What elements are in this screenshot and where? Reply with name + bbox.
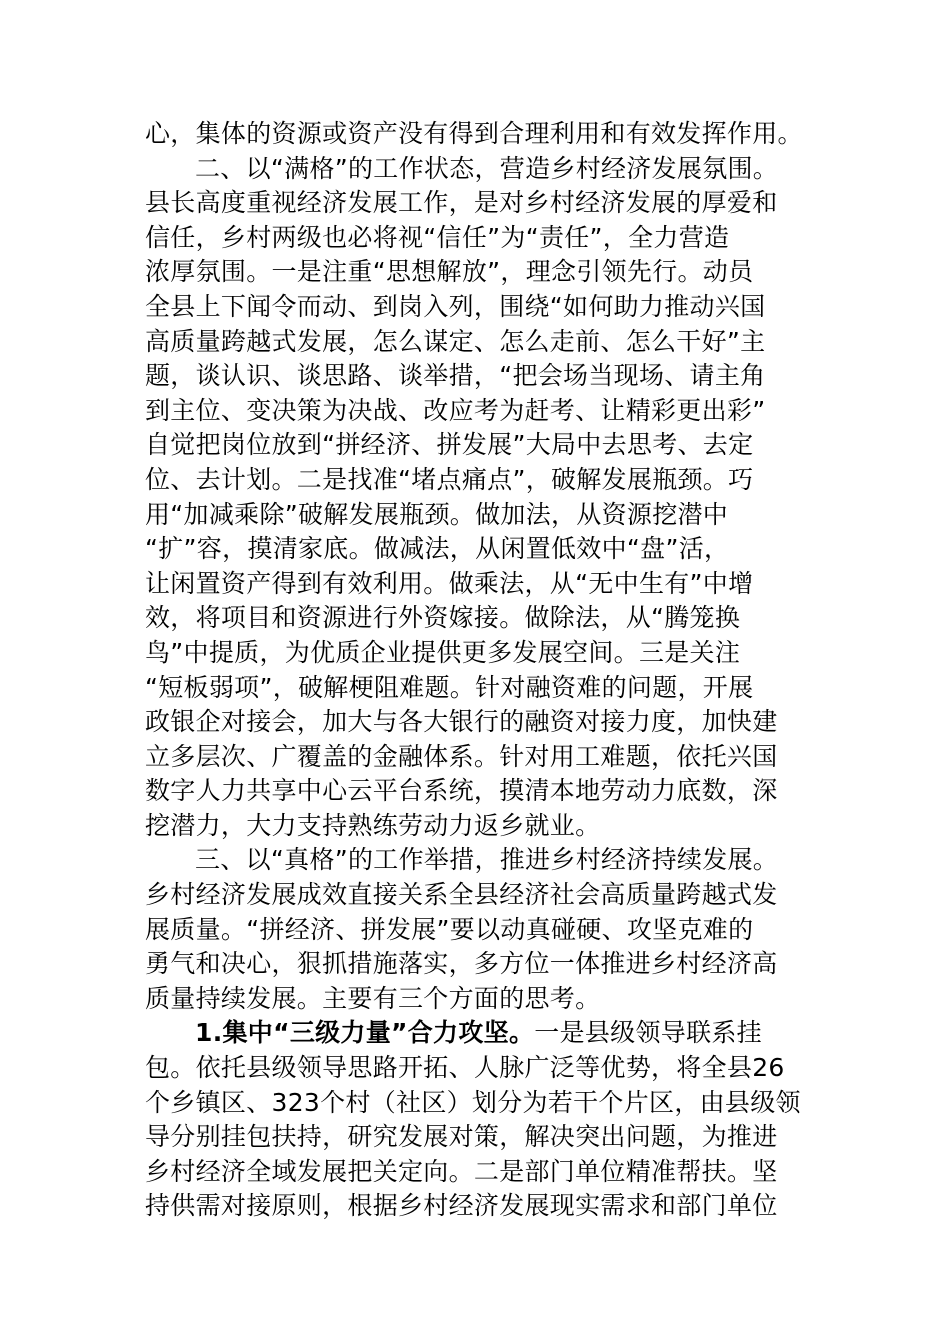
text-line: 县长高度重视经济发展工作，是对乡村经济发展的厚爱和 [145,188,778,218]
text-line: 题，谈认识、谈思路、谈举措，“把会场当现场、请主角 [145,361,766,391]
text-line: 个乡镇区、323个村（社区）划分为若干个片区，由县级领 [145,1087,801,1117]
text-line: 勇气和决心，狠抓措施落实，多方位一体推进乡村经济高 [145,949,778,979]
text-line: 鸟”中提质，为优质企业提供更多发展空间。三是关注 [145,637,741,667]
text-line: 心，集体的资源或资产没有得到合理利用和有效发挥作用。 [145,119,803,148]
point-1-text: 一是县级领导联系挂 [534,1018,762,1048]
text-line: 到主位、变决策为决战、改应考为赶考、让精彩更出彩” [145,395,766,425]
text-line: 立多层次、广覆盖的金融体系。针对用工难题，依托兴国 [145,741,778,771]
document-page [145,117,805,1224]
text-line: 乡村经济全域发展把关定向。二是部门单位精准帮扶。坚 [145,1156,778,1186]
text-line: 用“加减乘除”破解发展瓶颈。做加法，从资源挖潜中 [145,499,729,529]
text-line: 导分别挂包扶持，研究发展对策，解决突出问题，为推进 [145,1122,778,1152]
text-line: 质量持续发展。主要有三个方面的思考。 [145,983,601,1013]
text-line: 效，将项目和资源进行外资嫁接。做除法，从“腾笼换 [145,603,741,633]
point-1-line [145,1016,805,1051]
text-line: 三、以“真格”的工作举措，推进乡村经济持续发展。 [195,845,779,875]
text-line: 自觉把岗位放到“拼经济、拼发展”大局中去思考、去定 [145,430,754,460]
text-line: 政银企对接会，加大与各大银行的融资对接力度，加快建 [145,707,778,737]
body-text [145,117,805,1016]
text-line: 位、去计划。二是找准“堵点痛点”，破解发展瓶颈。巧 [145,464,754,494]
text-line: 挖潜力，大力支持熟练劳动力返乡就业。 [145,810,601,840]
text-line: 全县上下闻令而动、到岗入列，围绕“如何助力推动兴国 [145,291,766,321]
body-text-continued [145,1051,805,1224]
point-1-heading: 1.集中“三级力量”合力攻坚。 [195,1018,535,1048]
text-line: 高质量跨越式发展，怎么谋定、怎么走前、怎么干好”主 [145,326,766,356]
text-line: 让闲置资产得到有效利用。做乘法，从“无中生有”中增 [145,568,754,598]
text-line: 浓厚氛围。一是注重“思想解放”，理念引领先行。动员 [145,257,754,287]
text-line: 乡村经济发展成效直接关系全县经济社会高质量跨越式发 [145,880,778,910]
text-line: 持供需对接原则，根据乡村经济发展现实需求和部门单位 [145,1191,778,1221]
text-line: 信任，乡村两级也必将视“信任”为“责任”，全力营造 [145,222,730,252]
text-line: “短板弱项”，破解梗阻难题。针对融资难的问题，开展 [145,672,754,702]
text-line: 二、以“满格”的工作状态，营造乡村经济发展氛围。 [195,153,779,183]
text-line: “扩”容，摸清家底。做减法，从闲置低效中“盘”活， [145,534,730,564]
text-line: 数字人力共享中心云平台系统，摸清本地劳动力底数，深 [145,776,778,806]
text-line: 展质量。“拼经济、拼发展”要以动真碰硬、攻坚克难的 [145,914,754,944]
text-line: 包。依托县级领导思路开拓、人脉广泛等优势，将全县26 [145,1053,785,1083]
